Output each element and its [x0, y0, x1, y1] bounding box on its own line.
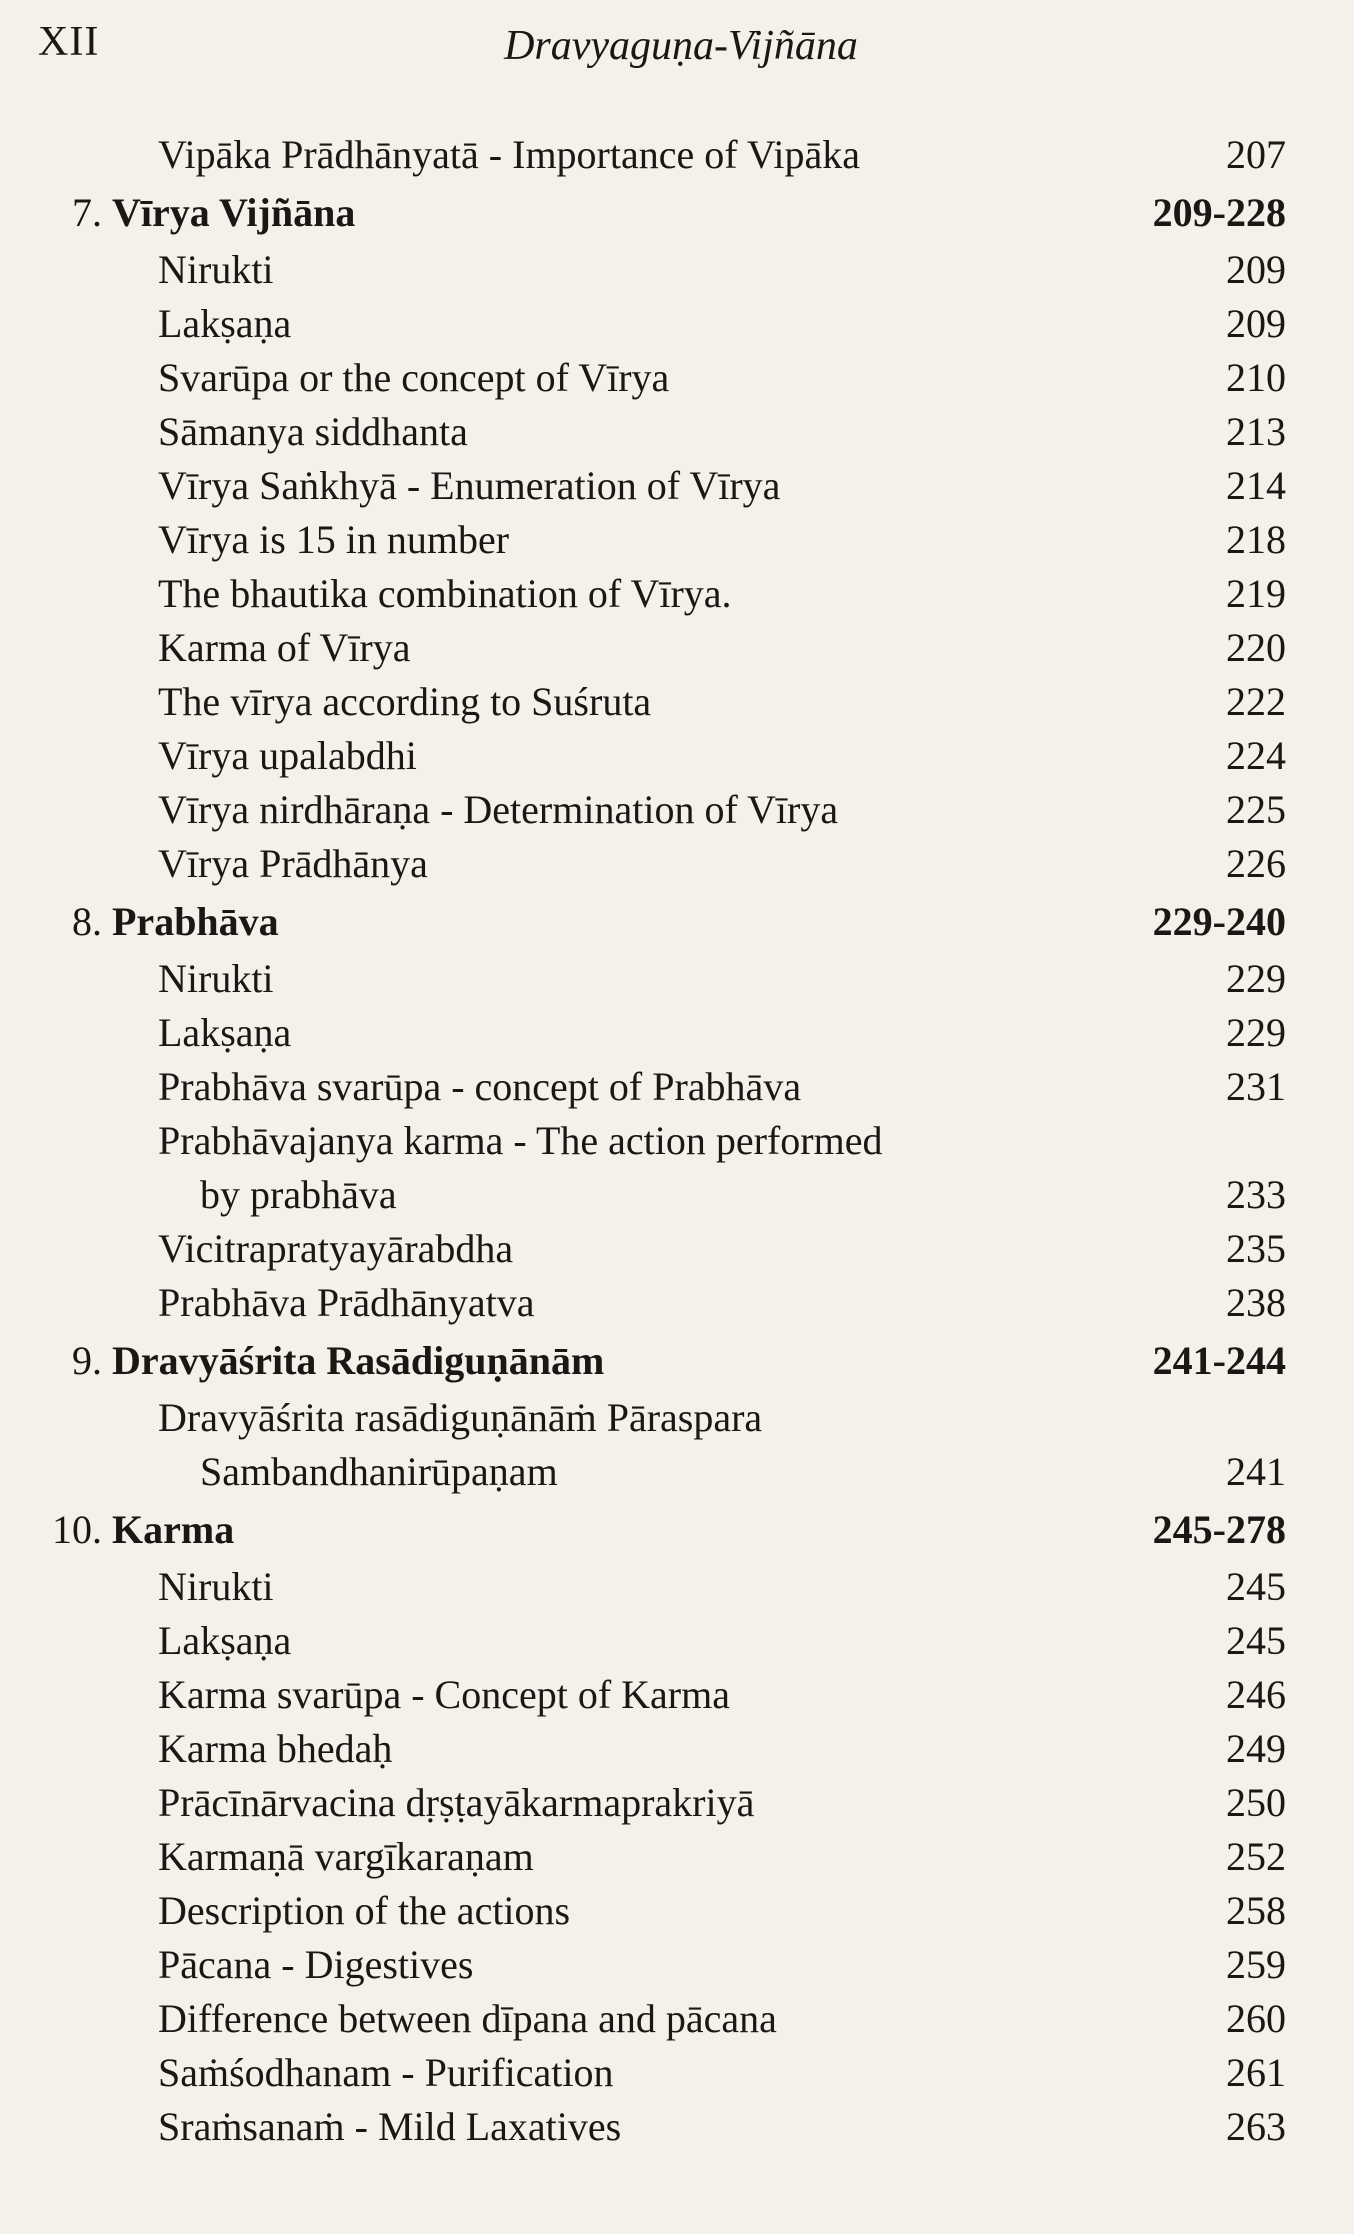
toc-page-number: 224 — [1226, 733, 1286, 778]
toc-entry-text — [158, 2100, 1058, 2154]
toc-entry-title: Karmaṇā vargīkaraṇam — [158, 1834, 534, 1879]
toc-entry-text — [158, 1006, 1058, 1060]
toc-page-number: 219 — [1226, 571, 1286, 616]
toc-page-number: 245 — [1226, 1618, 1286, 1663]
toc-entry-row — [0, 243, 1354, 297]
toc-entry-title: Difference between dīpana and pācana — [158, 1996, 777, 2041]
toc-entry-text — [158, 783, 1058, 837]
toc-entry-title: Saṁśodhanam - Purification — [158, 2050, 614, 2095]
toc-page-number: 210 — [1226, 355, 1286, 400]
toc-entry-title: Vīrya is 15 in number — [158, 517, 510, 562]
toc-entry-text — [158, 128, 1058, 182]
toc-page-number: 231 — [1226, 1064, 1286, 1109]
chapter-title: Prabhāva — [112, 899, 279, 944]
toc-entry-row — [0, 1391, 1354, 1499]
toc-page-number: 252 — [1226, 1834, 1286, 1879]
toc-entry-row — [0, 1614, 1354, 1668]
toc-entry-row — [0, 783, 1354, 837]
toc-entry-title: Lakṣaṇa — [158, 1618, 292, 1663]
toc-entry-title: Nirukti — [158, 247, 274, 292]
toc-entry-title: Lakṣaṇa — [158, 301, 292, 346]
toc-entry-text — [158, 405, 1058, 459]
toc-entry-row — [0, 2046, 1354, 2100]
toc-entry-text — [158, 567, 1058, 621]
toc-entry-continuation: Sambandhanirūpaṇam — [200, 1449, 558, 1494]
toc-entry-text — [158, 243, 1058, 297]
toc-entry-row — [0, 1222, 1354, 1276]
toc-chapter-row — [0, 1330, 1354, 1391]
toc-entry-title: Sraṁsanaṁ - Mild Laxatives — [158, 2104, 622, 2149]
toc-page-number: 249 — [1226, 1726, 1286, 1771]
chapter-title: Karma — [112, 1507, 235, 1552]
toc-entry-text — [158, 1222, 1058, 1276]
chapter-number: 9. — [72, 1338, 102, 1383]
toc-entry-title: Description of the actions — [158, 1888, 571, 1933]
toc-entry-title: Prabhāva svarūpa - concept of Prabhāva — [158, 1064, 802, 1109]
toc-page-number: 220 — [1226, 625, 1286, 670]
toc-page-number: 235 — [1226, 1226, 1286, 1271]
toc-page-number: 263 — [1226, 2104, 1286, 2149]
toc-entry-title: Karma svarūpa - Concept of Karma — [158, 1672, 730, 1717]
toc-page-number: 209 — [1226, 301, 1286, 346]
toc-page-number: 238 — [1226, 1280, 1286, 1325]
toc-entry-text — [158, 1560, 1058, 1614]
toc-entry-text — [158, 297, 1058, 351]
toc-entry-row — [0, 1992, 1354, 2046]
toc-entry-text — [158, 1722, 1058, 1776]
toc-entry-title: Vīrya Saṅkhyā - Enumeration of Vīrya — [158, 463, 781, 508]
toc-entry-title: Karma of Vīrya — [158, 625, 411, 670]
toc-entry-title: The bhautika combination of Vīrya. — [158, 571, 732, 616]
toc-entry-title: Lakṣaṇa — [158, 1010, 292, 1055]
chapter-title: Vīrya Vijñāna — [112, 190, 356, 235]
toc-entry-row — [0, 405, 1354, 459]
toc-entry-title: Vīrya nirdhāraṇa - Determination of Vīrya — [158, 787, 839, 832]
toc-page-number: 229 — [1226, 956, 1286, 1001]
toc-entry-row — [0, 621, 1354, 675]
toc-page-number: 222 — [1226, 679, 1286, 724]
toc-page-number: 207 — [1226, 132, 1286, 177]
toc-entry-text — [158, 2046, 1058, 2100]
page-header — [38, 18, 1324, 82]
toc-entry-row — [0, 729, 1354, 783]
toc-page-number: 226 — [1226, 841, 1286, 886]
chapter-number: 8. — [72, 899, 102, 944]
toc-entry-row — [0, 1006, 1354, 1060]
toc-entry-text — [158, 1938, 1058, 1992]
toc-entry-text — [158, 675, 1058, 729]
toc-entry-title: Dravyāśrita rasādiguṇānāṁ Pāraspara — [158, 1395, 763, 1440]
toc-entry-text — [158, 351, 1058, 405]
toc-entry-text — [158, 513, 1058, 567]
toc-entry-title: Svarūpa or the concept of Vīrya — [158, 355, 670, 400]
toc-entry-row — [0, 351, 1354, 405]
toc-page-number: 214 — [1226, 463, 1286, 508]
toc-entry-title: Prācīnārvacina dṛṣṭayākarmaprakriyā — [158, 1780, 755, 1825]
toc-entry-row — [0, 513, 1354, 567]
toc-entry-row — [0, 1830, 1354, 1884]
toc-entry-text — [158, 837, 1058, 891]
page-folio: XII — [38, 19, 100, 65]
toc-entry-title: Pācana - Digestives — [158, 1942, 474, 1987]
toc-entry-row — [0, 1060, 1354, 1114]
toc-page-number: 241 — [1226, 1449, 1286, 1494]
toc-entry-row — [0, 2100, 1354, 2154]
toc-page-number: 233 — [1226, 1172, 1286, 1217]
toc-page-number: 258 — [1226, 1888, 1286, 1933]
toc-page-number: 245 — [1226, 1564, 1286, 1609]
toc-entry-row — [0, 1884, 1354, 1938]
running-title: Dravyaguṇa-Vijñāna — [504, 23, 858, 69]
toc-page-number: 213 — [1226, 409, 1286, 454]
toc-chapter-row — [0, 1499, 1354, 1560]
toc-entry-text — [158, 1391, 1058, 1499]
toc-page-number: 261 — [1226, 2050, 1286, 2095]
toc-entry-text — [158, 1884, 1058, 1938]
toc-page-number: 229 — [1226, 1010, 1286, 1055]
toc-entry-title: Prabhāva Prādhānyatva — [158, 1280, 535, 1325]
toc-entry-row — [0, 952, 1354, 1006]
toc-entry-title: Nirukti — [158, 956, 274, 1001]
toc-entry-text — [158, 1830, 1058, 1884]
chapter-page-range: 209-228 — [1152, 190, 1286, 235]
toc-entry-title: Prabhāvajanya karma - The action performed — [158, 1118, 883, 1163]
toc-page-number: 259 — [1226, 1942, 1286, 1987]
toc-entry-text — [158, 729, 1058, 783]
toc-entry-row — [0, 1938, 1354, 1992]
chapter-title: Dravyāśrita Rasādiguṇānām — [112, 1338, 605, 1383]
toc-entry-text — [158, 1060, 1058, 1114]
toc-page-number: 250 — [1226, 1780, 1286, 1825]
toc-entry-text — [158, 1668, 1058, 1722]
chapter-number: 10. — [52, 1507, 102, 1552]
toc-entry-title: Vicitrapratyayārabdha — [158, 1226, 514, 1271]
toc-entry-title: Nirukti — [158, 1564, 274, 1609]
toc-entry-row — [0, 1722, 1354, 1776]
toc-chapter-row — [0, 891, 1354, 952]
toc-entry-row — [0, 1776, 1354, 1830]
toc-entry-continuation: by prabhāva — [200, 1172, 397, 1217]
toc-entry-text — [158, 459, 1058, 513]
toc-entry-row — [0, 1560, 1354, 1614]
toc-page-number: 246 — [1226, 1672, 1286, 1717]
toc-entry-title: The vīrya according to Suśruta — [158, 679, 652, 724]
toc-entry-row — [0, 128, 1354, 182]
toc-entry-text — [158, 1276, 1058, 1330]
toc-entry-title: Karma bhedaḥ — [158, 1726, 393, 1771]
toc-chapter-row — [0, 182, 1354, 243]
toc-entry-title: Vīrya Prādhānya — [158, 841, 428, 886]
toc-entry-title: Vīrya upalabdhi — [158, 733, 417, 778]
toc-entry-text — [158, 1776, 1058, 1830]
toc-entry-row — [0, 297, 1354, 351]
toc-entry-row — [0, 1114, 1354, 1222]
toc-page-number: 225 — [1226, 787, 1286, 832]
table-of-contents — [0, 128, 1354, 2154]
toc-entry-row — [0, 1276, 1354, 1330]
toc-entry-row — [0, 837, 1354, 891]
chapter-page-range: 229-240 — [1152, 899, 1286, 944]
toc-entry-text — [158, 952, 1058, 1006]
toc-entry-text — [158, 1614, 1058, 1668]
toc-entry-row — [0, 567, 1354, 621]
toc-entry-row — [0, 675, 1354, 729]
chapter-page-range: 245-278 — [1152, 1507, 1286, 1552]
toc-page-number: 218 — [1226, 517, 1286, 562]
toc-entry-text — [158, 1992, 1058, 2046]
toc-entry-row — [0, 1668, 1354, 1722]
toc-entry-row — [0, 459, 1354, 513]
toc-page-number: 260 — [1226, 1996, 1286, 2041]
toc-entry-text — [158, 621, 1058, 675]
chapter-page-range: 241-244 — [1152, 1338, 1286, 1383]
toc-entry-text — [158, 1114, 1058, 1222]
chapter-number: 7. — [72, 190, 102, 235]
toc-entry-title: Vipāka Prādhānyatā - Importance of Vipāka — [158, 132, 860, 177]
toc-page-number: 209 — [1226, 247, 1286, 292]
toc-entry-title: Sāmanya siddhanta — [158, 409, 468, 454]
